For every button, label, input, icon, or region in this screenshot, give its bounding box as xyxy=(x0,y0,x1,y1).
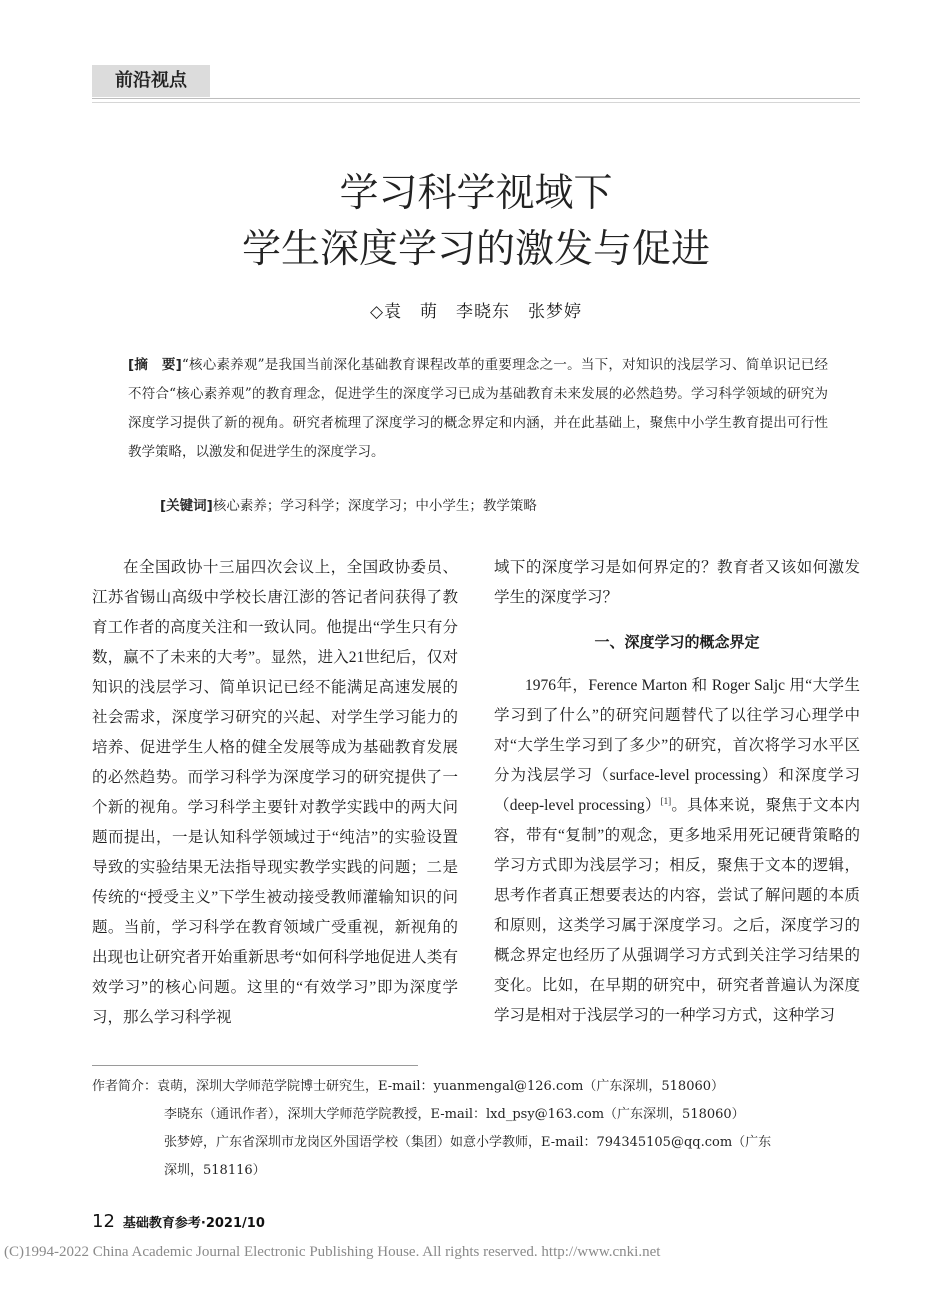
body-paragraph xyxy=(494,671,860,1031)
section-tag: 前沿视点 xyxy=(92,65,210,97)
author-byline: ◇袁 萌 李晓东 张梦婷 xyxy=(369,302,583,322)
article-title xyxy=(92,166,860,278)
footnote-rule xyxy=(92,1065,418,1066)
title-line-2: 学生深度学习的激发与促进 xyxy=(241,227,710,272)
body-column-left xyxy=(92,553,458,1033)
author-note: 李晓东（通讯作者），深圳大学师范学院教授，E-mail：lxd_psy@163.com（广东深圳，518060） xyxy=(164,1107,745,1122)
page-footer xyxy=(92,1210,265,1236)
keywords-label: [关键词] xyxy=(160,498,213,514)
header-rule xyxy=(92,98,860,99)
body-column-right xyxy=(494,553,860,1031)
keywords xyxy=(160,492,828,520)
header-rule-thin xyxy=(92,102,860,103)
author-note-wrap: 深圳，518116） xyxy=(164,1163,266,1178)
author-note: 袁萌，深圳大学师范学院博士研究生，E-mail：yuanmengal@126.com（广东深圳，518060） xyxy=(157,1079,725,1094)
author-notes xyxy=(92,1073,862,1185)
author-note: 张梦婷，广东省深圳市龙岗区外国语学校（集团）如意小学教师，E-mail：794345105@qq.com（广东 xyxy=(164,1135,772,1150)
author-note-first xyxy=(92,1073,862,1101)
body-paragraph-continued: 域下的深度学习是如何界定的？教育者又该如何激发学生的深度学习？ xyxy=(494,559,860,606)
keywords-text: 核心素养；学习科学；深度学习；中小学生；教学策略 xyxy=(212,498,537,514)
citation-ref[interactable]: [1] xyxy=(660,795,672,806)
body-paragraph: 在全国政协十三届四次会议上，全国政协委员、江苏省锡山高级中学校长唐江澎的答记者问获得了教育工作者的高度关注和一致认同。他提出“学生只有分数，赢不了未来的大考”。显然，进入21世纪后，仅对知识的浅层学习、简单识记已经不能满足高速发展的社会需求，深度学习研究的兴起、对学生学习能力的培养、促进学生人格的健全发展等成为基础教育发展的必然趋势。而学习科学为深度学习的研究提供了一个新的视角。学习科学主要针对教学实践中的两大问题而提出，一是认知科学领域过于“纯洁”的实验设置导致的实验结果无法指导现实教学实践的问题；二是传统的“授受主义”下学生被动接受教师灌输知识的问题。当前，学习科学在教育领域广受重视，新视角的出现也让研究者开始重新思考“如何科学地促进人类有效学习”的核心问题。这里的“有效学习”即为深度学习，那么学习科学视 xyxy=(92,559,458,1026)
section-heading: 一、深度学习的概念界定 xyxy=(594,633,760,651)
copyright-notice: (C)1994-2022 China Academic Journal Electronic Publishing House. All rights reserved. http://www.cnki.net xyxy=(4,1244,661,1260)
abstract-text: “核心素养观”是我国当前深化基础教育课程改革的重要理念之一。当下，对知识的浅层学习、简单识记已经不符合“核心素养观”的教育理念，促进学生的深度学习已成为基础教育未来发展的必然趋势。学习科学领域的研究为深度学习提供了新的视角。研究者梳理了深度学习的概念界定和内涵，并在此基础上，聚焦中小学生教育提出可行性教学策略，以激发和促进学生的深度学习。 xyxy=(128,357,828,460)
author-notes-label: 作者简介： xyxy=(92,1079,158,1094)
abstract xyxy=(128,351,828,467)
page-number: 12 xyxy=(92,1211,115,1232)
title-line-1: 学习科学视域下 xyxy=(339,171,613,216)
journal-name: 基础教育参考·2021/10 xyxy=(122,1216,265,1231)
paragraph-text-b: 。具体来说，聚焦于文本内容，带有“复制”的观念，更多地采用死记硬背策略的学习方式即为浅层学习；相反，聚焦于文本的逻辑，思考作者真正想要表达的内容，尝试了解问题的本质和原则，这类学习属于深度学习。之后，深度学习的概念界定也经历了从强调学习方式到关注学习结果的变化。比如，在早期的研究中，研究者普遍认为深度学习是相对于浅层学习的一种学习方式，这种学习 xyxy=(494,797,860,1024)
paragraph-text-a: 1976年，Ference Marton 和 Roger Saljc 用“大学生学习到了什么”的研究问题替代了以往学习心理学中对“大学生学习到了多少”的研究，首次将学习水平区分为浅层学习（surface-level processing）和深度学习（deep-level processing） xyxy=(494,677,860,814)
abstract-label: [摘 要] xyxy=(128,357,182,373)
